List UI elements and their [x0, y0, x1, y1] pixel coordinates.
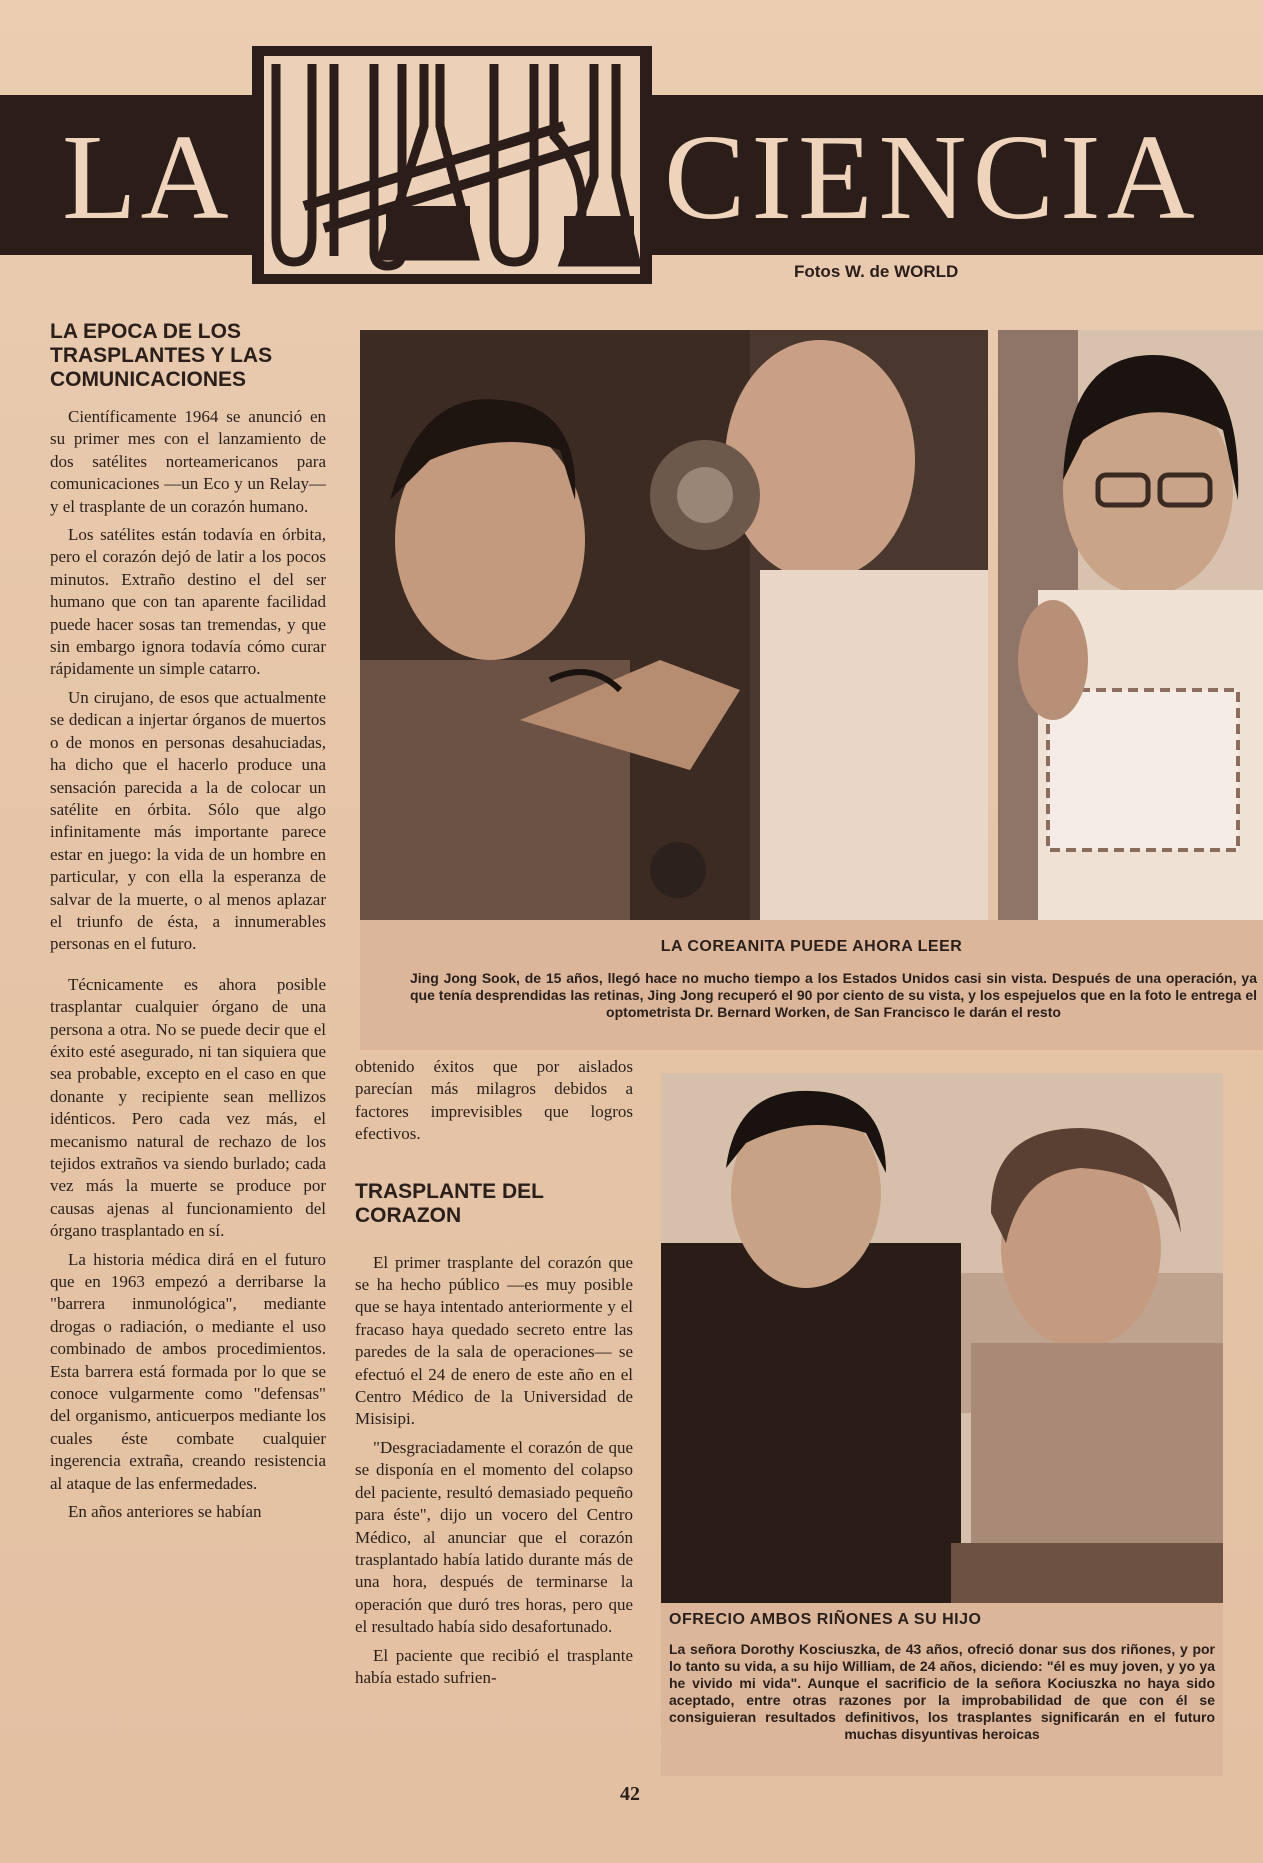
heading-line: LA EPOCA DE LOS: [50, 320, 241, 343]
masthead-word-la: LA: [62, 110, 233, 245]
paragraph: Los satélites están todavía en órbita, pero el corazón dejó de latir a los pocos minutos. Extraño destino el del ser humano que con tan aparente facilidad puede hacer sosas tan tremendas, y que sin embargo ignora todavía cómo curar rápidamente un simple catarro.: [50, 525, 326, 679]
heading-line: TRASPLANTES Y LAS: [50, 344, 273, 367]
caption-title: OFRECIO AMBOS RIÑONES A SU HIJO: [669, 1611, 982, 1628]
caption-body: La señora Dorothy Kosciuszka, de 43 años, ofreció donar sus dos riñones, y por lo tanto su vida, a su hijo William, de 24 años, diciendo: "él es muy joven, y yo ya he vivido mi vida". Aunque el sacrificio de la señora Kociuszka no haya sido aceptado, entre otras razones por la improbabilidad de que con él se consiguieran resultados definitivos, los trasplantes significarán en el futuro muchas disyuntivas heroicas: [669, 1641, 1215, 1742]
caption-top: [360, 920, 1263, 1050]
paragraph: "Desgraciadamente el corazón de que se disponía en el momento del colapso del paciente, resultó demasiado pequeño para éste", dijo un vocero del Centro Médico, al anunciar que el corazón trasplantado había latido durante más de una hora, después de terminarse la operación que duró tres horas, pero que el resultado había sido desafortunado.: [355, 1437, 633, 1637]
heading-line: CORAZON: [355, 1203, 462, 1227]
paragraph: Científicamente 1964 se anunció en su primer mes con el lanzamiento de dos satélites norteamericanos para comunicaciones —un Eco y un Relay— y el trasplante de un corazón humano.: [50, 407, 326, 516]
paragraph: Un cirujano, de esos que actualmente se dedican a injertar órganos de muertos o de monos en personas desahuciadas, ha dicho que el hacerlo produce una sensación parecida a la de colocar un satélite en órbita. Sólo que algo infinitamente más importante parece estar en juego: la vida de un hombre en particular, y con ella la esperanza de salvar de la muerte, o al menos aplazar el triunfo de ésta, a innumerables personas en el futuro.: [50, 687, 326, 954]
photo-credit: Fotos W. de WORLD: [794, 262, 959, 281]
masthead-word-ciencia: CIENCIA: [664, 110, 1201, 245]
paragraph: En años anteriores se habían: [68, 1502, 262, 1522]
paragraph: El primer trasplante del corazón que se ha hecho público —es muy posible que se haya intentado anteriormente y el fracaso haya quedado secreto entre las paredes de la sala de operaciones— se efectuó el 24 de enero de este año en el Centro Médico de la Universidad de Misisipi.: [355, 1252, 633, 1429]
photo-mother-and-son: [661, 1073, 1223, 1603]
caption-bottom: [661, 1603, 1223, 1776]
article-column-1: [50, 320, 326, 1530]
caption-title: LA COREANITA PUEDE AHORA LEER: [660, 938, 963, 955]
page-number: 42: [620, 1783, 640, 1805]
photo-girl-receiving-glasses: [360, 330, 988, 920]
paragraph-continuation: obtenido éxitos que por aislados parecían más milagros debidos a factores imprevisibles que logros efectivos.: [355, 1057, 633, 1144]
article-heading: [50, 320, 326, 392]
photo-girl-reading-letter: [998, 330, 1263, 920]
heading-line: COMUNICACIONES: [50, 368, 247, 391]
paragraph: Técnicamente es ahora posible trasplantar cualquier órgano de una persona a otra. No se puede decir que el éxito esté asegurado, ni tan siquiera que sea probable, excepto en el caso en que donante y recipiente sean mellizos idénticos. Pero cada vez más, el mecanismo natural de rechazo de los tejidos extraños va siendo burlado; cada vez más la muerte se produce por causas ajenas al funcionamiento del órgano trasplantado en sí.: [50, 974, 326, 1241]
paragraph: El paciente que recibió el trasplante había estado sufrien-: [355, 1645, 633, 1687]
paragraph: La historia médica dirá en el futuro que en 1963 empezó a derribarse la "barrera inmunológica", mediante drogas o radiación, o mediante el uso combinado de ambos procedimientos. Esta barrera está formada por lo que se conoce vulgarmente como "defensas" del organismo, anticuerpos mediante los cuales éste combate cualquier ingerencia extraña, creando resistencia al ataque de las enfermedades.: [50, 1249, 326, 1493]
heading-line: TRASPLANTE DEL: [355, 1179, 544, 1203]
masthead-logo: [252, 46, 652, 284]
caption-body: Jing Jong Sook, de 15 años, llegó hace no mucho tiempo a los Estados Unidos casi sin vista. Después de una operación, ya que tenía desprendidas las retinas, Jing Jong recuperó el 90 por ciento de su vista, y los espejuelos que en la foto le entrega el optometrista Dr. Bernard Worken, de San Francisco le darán el resto: [410, 970, 1257, 1020]
article-column-2: [355, 1056, 633, 1695]
section-heading: [355, 1180, 633, 1228]
lab-glassware-icon: [264, 56, 640, 274]
